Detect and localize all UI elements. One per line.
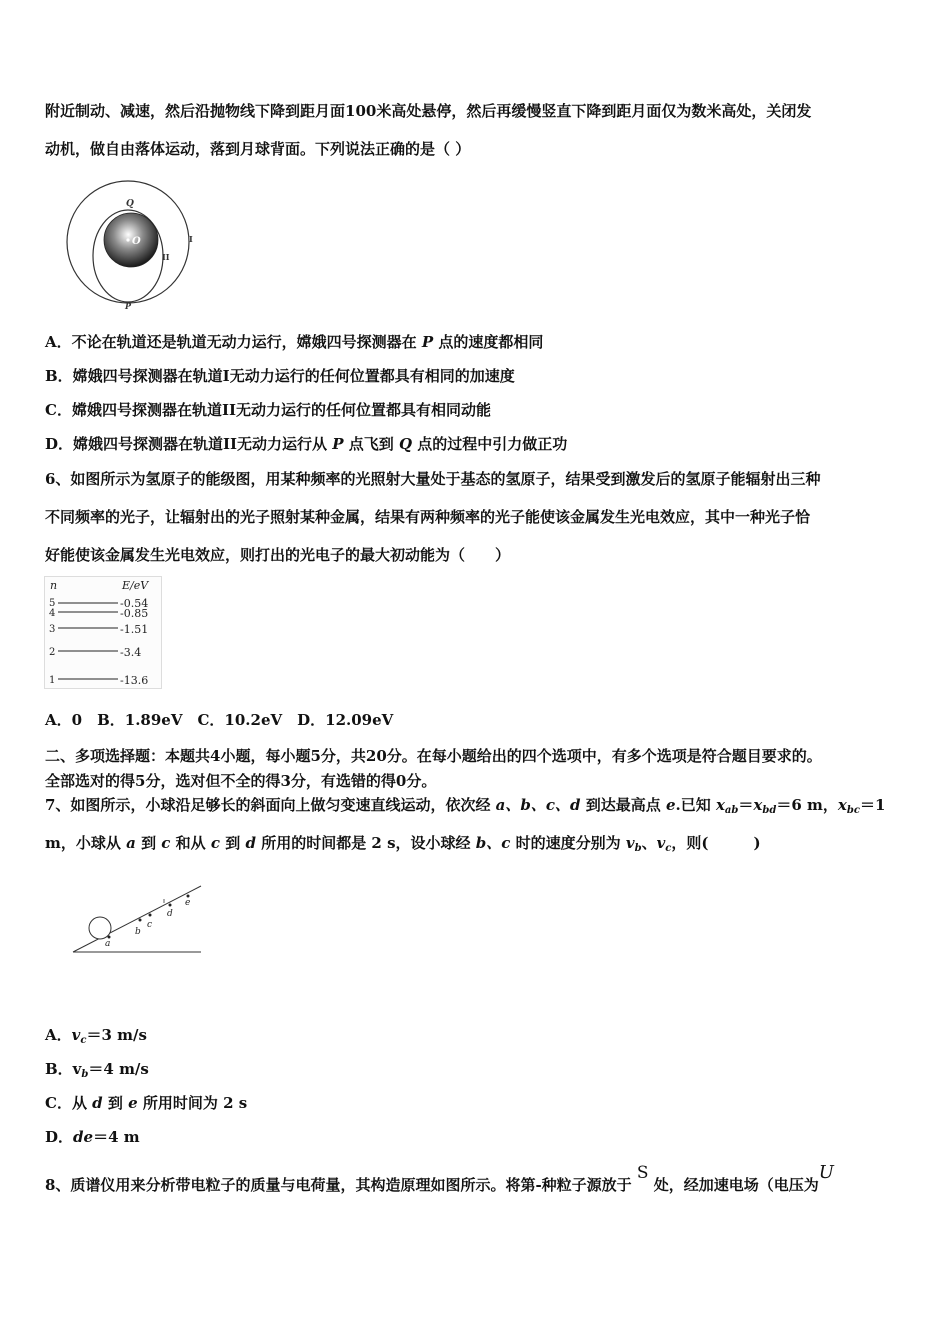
q5-option-b: B．嫦娥四号探测器在轨道I无动力运行的任何位置都具有相同的加速度 [45,367,515,385]
incline-ball [89,917,111,939]
section2-line2: 全部选对的得5分，选对但不全的得3分，有选错的得0分。 [45,772,437,790]
point-b-dot [139,919,142,922]
level-5-energy: -0.54 [120,597,149,610]
point-e-label: e [185,898,191,908]
point-d-label: d [167,909,173,919]
level-1-energy: -13.6 [120,674,149,687]
q7-option-c: C．从 d 到 e 所用时间为 2 s [45,1094,248,1112]
level-5-n: 5 [49,598,56,609]
q6-options: A．0 B．1.89eV C．10.2eV D．12.09eV [45,711,394,729]
q6-stem-line2: 不同频率的光子，让辐射出的光子照射某种金属，结果有两种频率的光子能使该金属发生光电效应，其中一种光子恰 [45,508,811,526]
level-3-energy: -1.51 [120,623,149,636]
moon-sphere [104,213,158,267]
q5-option-a: A．不论在轨道还是轨道无动力运行，嫦娥四号探测器在 P 点的速度都相同 [45,333,544,351]
incline-slope [73,886,201,952]
moon-center-dot [126,238,129,241]
point-c-label: c [147,920,153,930]
section2-header [45,744,907,794]
symbol-S: S [636,1163,649,1183]
q6-stem-line3: 好能使该金属发生光电效应，则打出的光电子的最大初动能为（ ） [45,546,511,564]
orbit-label-Q: Q [126,199,134,209]
q5-option-d: D．嫦娥四号探测器在轨道II无动力运行从 P 点飞到 Q 点的过程中引力做正功 [45,435,568,453]
orbit-label-II: II [162,252,170,262]
point-a-label: a [105,939,111,949]
orbit-label-O: O [132,236,141,247]
section2-line1: 二、多项选择题：本题共4小题，每小题5分，共20分。在每小题给出的四个选项中，有多个选项是符合题目要求的。 [45,747,822,765]
col-n-label: n [50,579,58,592]
level-4-energy: -0.85 [120,607,149,620]
orbit-label-P: P [125,301,132,310]
point-c-dot [149,914,152,917]
level-2-n: 2 [49,647,56,658]
q6-stem [45,460,907,574]
q7-option-d: D．de＝4 m [45,1128,140,1146]
q7-option-a: A．$v_c=3$ m/s [45,1026,147,1046]
level-1-n: 1 [49,675,56,686]
energy-level-diagram [44,576,164,690]
q7-stem-line1: 7、如图所示，小球沿足够长的斜面向上做匀变速直线运动，依次经 a、b、c、d 到达最高点 e.已知 $x_{ab}=x_{bd}=6$ m，$x_{bc}=1$ [45,796,886,816]
q6-stem-line1: 6、如图所示为氢原子的能级图，用某种频率的光照射大量处于基态的氢原子，结果受到激发后的氢原子能辐射出三种 [45,470,821,488]
level-4-n: 4 [49,608,56,619]
symbol-U: U [818,1162,834,1183]
q5-stem-line2: 动机，做自由落体运动，落到月球背面。下列说法正确的是（ ） [45,140,471,158]
q5-option-c: C．嫦娥四号探测器在轨道II无动力运行的任何位置都具有相同动能 [45,401,491,419]
q8-stem: 8、质谱仪用来分析带电粒子的质量与电荷量，其构造原理如图所示。将第-种粒子源放于 S 处，经加速电场（电压为U [45,1162,834,1194]
orbit-label-I: I [189,234,193,244]
point-d-dot [169,904,172,907]
incline-figure [68,880,208,960]
q5-stem [45,92,907,168]
level-2-energy: -3.4 [120,646,142,659]
col-e-label: E/eV [122,579,149,592]
q5-stem-line1: 附近制动、减速，然后沿抛物线下降到距月面100米高处悬停，然后再缓慢竖直下降到距月面仅为数米高处，关闭发 [45,102,812,120]
q7-stem-line2: m，小球从 a 到 c 和从 c 到 d 所用的时间都是 2 s，设小球经 b、c 时的速度分别为 $v_b$、$v_c$，则( ) [45,834,761,854]
level-3-n: 3 [49,624,56,635]
point-b-label: b [135,927,141,937]
q7-option-b: B．$v_b=4$ m/s [45,1060,149,1080]
orbit-figure [58,176,198,310]
